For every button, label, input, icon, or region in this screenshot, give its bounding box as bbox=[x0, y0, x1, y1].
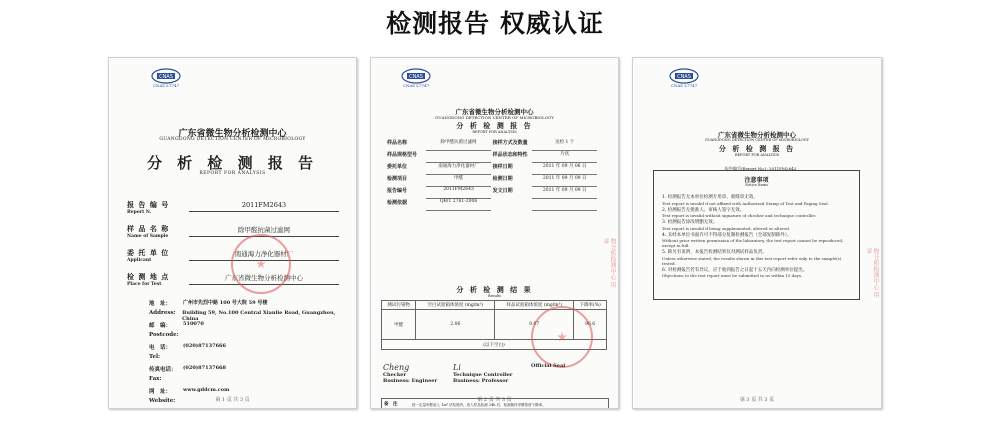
org-name: 广东省微生物分析检测中心 bbox=[455, 108, 534, 116]
signer-role: Official Seal bbox=[531, 363, 566, 369]
signer-title: Business: Professor bbox=[453, 378, 509, 384]
page-footer: 第 1 页 共 3 页 bbox=[215, 397, 250, 403]
info-label: 样品规格型号 bbox=[387, 151, 418, 158]
info-label: 检测日期 bbox=[492, 175, 513, 182]
report-number: 报告编号(Report No.): 2011FM2643 bbox=[725, 166, 797, 171]
contact-key: 传真电话： bbox=[149, 367, 177, 373]
cnas-logo-icon bbox=[401, 68, 431, 84]
report-title-en: REPORT FOR ANALYSIS bbox=[472, 130, 517, 134]
info-label: 发文日期 bbox=[492, 187, 513, 194]
notice-title-en: Notice Items bbox=[745, 183, 768, 187]
field-label: 样 品 名 称 bbox=[127, 224, 170, 233]
cnas-logo bbox=[401, 68, 431, 88]
notice-text-en: Without prior written permission of the laboratory, the test report cannot be reproduced, except in full. bbox=[662, 238, 844, 248]
table-row bbox=[385, 199, 597, 211]
results-title-en: Results bbox=[487, 294, 502, 298]
info-label: 样品状态和特性 bbox=[492, 151, 528, 158]
info-value: 送检 1 个 bbox=[532, 139, 597, 151]
address-line bbox=[149, 310, 349, 321]
table-row bbox=[385, 163, 597, 175]
report-title-en: REPORT FOR ANALYSIS bbox=[199, 171, 266, 176]
remarks-text: 按一定量甲醛溶入 1m³ 试验箱内，放入样品检测 24h 后，检测箱体甲醛浓度下降率。 bbox=[412, 403, 546, 407]
info-value: 片状 bbox=[532, 151, 597, 163]
contact-value: 510070 bbox=[183, 321, 204, 327]
info-value: 2011 年 09 月 09 日 bbox=[532, 175, 597, 187]
contact-value: (020)87137668 bbox=[183, 365, 227, 371]
info-label: 检测依据 bbox=[387, 199, 408, 206]
notice-text-en: Test report is invalid if not affixed with Authorized Stamp of Test and Paging Seal. bbox=[662, 200, 829, 206]
notice-text: 3. 检测报告涂改增删无效。 bbox=[662, 220, 718, 225]
notice-text-en: Unless otherwise stated, the results shown in this test report refer only to the sample(s) tested. bbox=[662, 255, 842, 266]
info-value: 南通海力净化器材厂 bbox=[426, 163, 490, 175]
results-title: 分 析 检 测 结 果 bbox=[456, 285, 533, 294]
sample-info-table bbox=[385, 139, 597, 211]
report-title: 分 析 检 测 报 告 bbox=[456, 121, 533, 130]
field-label-en: Place for Test bbox=[127, 282, 162, 287]
paging-seal: 物分析检测中心 用章 bbox=[865, 248, 879, 298]
info-label: 报告编号 bbox=[387, 187, 408, 194]
info-value: QB/T 2761-2006 bbox=[426, 199, 490, 211]
info-value: 2011FM2643 bbox=[426, 187, 490, 199]
notice-text: 5. 除另有说明，本报告检测结果仅对测试样品负责。 bbox=[662, 250, 767, 255]
contact-key: 地 址： bbox=[149, 301, 172, 307]
info-label: 接样日期 bbox=[492, 163, 513, 170]
contact-key: Postcode: bbox=[149, 332, 179, 338]
official-seal-stamp bbox=[531, 306, 593, 368]
contact-key: 邮 编： bbox=[149, 323, 172, 329]
field-label: 检 测 地 点 bbox=[127, 272, 170, 281]
field-label-en: Name of Sample bbox=[127, 234, 169, 239]
report-title: 分 析 检 测 报 告 bbox=[146, 154, 319, 172]
signer-checker bbox=[383, 363, 437, 384]
paging-seal: 物分析检测中心 用章 bbox=[602, 238, 616, 288]
report-title: 分 析 检 测 报 告 bbox=[718, 144, 796, 153]
notice-text-en: Test report is invalid without signature of checker and technique controller. bbox=[662, 213, 817, 218]
info-value bbox=[532, 199, 597, 211]
address-line bbox=[149, 343, 349, 354]
signer-role: Technique Controller bbox=[453, 372, 513, 378]
org-name-en: GUANGDONG DETECTION CENTER OF MICROBIOLOGY bbox=[159, 137, 306, 142]
column-header: 测试污染物 bbox=[382, 301, 416, 310]
signer-title: Business: Engineer bbox=[383, 378, 438, 384]
list-item bbox=[662, 233, 854, 249]
contact-key: Website: bbox=[149, 398, 176, 404]
column-header: 下降率(%) bbox=[574, 301, 607, 310]
list-item bbox=[662, 220, 854, 231]
info-label: 接样方式及数量 bbox=[492, 140, 528, 146]
org-name: 广东省微生物分析检测中心 bbox=[718, 131, 796, 139]
address-line bbox=[149, 299, 349, 310]
contact-block bbox=[149, 299, 349, 409]
contact-value: www.gddcm.com bbox=[183, 387, 230, 393]
list-item bbox=[662, 250, 854, 266]
info-label: 检测项目 bbox=[387, 175, 408, 182]
contact-value: 广州市先烈中路 100 号大院 59 号楼 bbox=[183, 300, 268, 306]
cnas-logo-caption: CNAS L7747 bbox=[152, 83, 180, 88]
cnas-logo-caption: CNAS L7747 bbox=[670, 83, 698, 88]
report-results-page bbox=[370, 57, 619, 409]
notice-text-en: Test report is invalid if being supplemented, altered or altered. bbox=[662, 225, 791, 231]
address-line bbox=[149, 354, 349, 365]
field-label: 报 告 编 号 bbox=[127, 200, 170, 209]
svg-text:CNAS: CNAS bbox=[159, 74, 173, 80]
info-value: 2011 年 09 月 06 日 bbox=[532, 163, 597, 175]
column-header: 空白试验箱体浓度 (mg/m³) bbox=[416, 301, 495, 310]
notice-text: 4. 未经本单位书面许可不得部分复制检测报告（全部复制除外）。 bbox=[662, 232, 792, 238]
cnas-logo bbox=[151, 68, 181, 88]
page-banner-title: 检测报告 权威认证 bbox=[386, 9, 604, 38]
svg-text:CNAS: CNAS bbox=[677, 74, 691, 80]
org-name-en: GUANGDONG DETECTION CENTER OF MICROBIOLOGY bbox=[435, 115, 554, 120]
cnas-logo-icon bbox=[151, 68, 181, 84]
list-item bbox=[662, 208, 854, 219]
notice-list bbox=[662, 195, 854, 280]
page-footer: 第 2 页 共 3 页 bbox=[477, 397, 512, 403]
remarks-label: 备 注 bbox=[384, 402, 398, 407]
list-item bbox=[662, 268, 854, 279]
signature: Cheng bbox=[383, 363, 410, 372]
address-line bbox=[149, 332, 349, 343]
notice-text: 2. 检测报告无批准人、审核人签字无效。 bbox=[662, 207, 745, 213]
signature: Li bbox=[453, 363, 461, 372]
table-cell: 甲醛 bbox=[382, 310, 416, 340]
field-value: 广东省微生物分析检测中心 bbox=[189, 273, 339, 285]
info-value: 2011 年 09 月 09 日 bbox=[532, 187, 597, 199]
notice-title: 注意事项 bbox=[744, 177, 769, 184]
report-title-en: REPORT FOR ANALYSIS bbox=[734, 153, 780, 157]
contact-key: Fax: bbox=[149, 376, 162, 382]
official-seal-stamp bbox=[231, 234, 291, 294]
notice-text-en: Objections to the test report must be submitted to us within 15 days. bbox=[662, 273, 803, 278]
info-label: 委托单位 bbox=[387, 163, 408, 170]
cnas-logo-icon bbox=[669, 68, 699, 84]
table-row bbox=[385, 139, 597, 151]
svg-text:CNAS: CNAS bbox=[409, 74, 423, 80]
report-cover-page bbox=[108, 57, 357, 409]
table-row bbox=[385, 175, 597, 187]
table-row bbox=[385, 187, 597, 199]
info-label: 样品名称 bbox=[387, 140, 408, 146]
contact-value: Building 59, No.100 Central Xianlie Road, Guangzhou, China bbox=[182, 310, 336, 322]
column-header: 样品试验箱体浓度 (mg/m³) bbox=[495, 301, 574, 310]
report-notice-page bbox=[632, 57, 882, 409]
field-value: 除甲醛抗菌过滤网 bbox=[189, 225, 339, 237]
cnas-logo-caption: CNAS L7747 bbox=[402, 83, 430, 88]
signer-role: Checker bbox=[383, 372, 407, 378]
table-cell: 0.07 bbox=[495, 310, 574, 340]
contact-key: Tel: bbox=[149, 354, 161, 360]
field-label: 委 托 单 位 bbox=[127, 248, 170, 257]
table-row bbox=[385, 151, 597, 163]
field-label-en: Report N. bbox=[127, 210, 152, 215]
table-end-note: (以下空白) bbox=[382, 340, 607, 350]
signer-official-seal bbox=[531, 363, 565, 369]
contact-key: 网 址： bbox=[149, 389, 172, 395]
info-value: 甲醛 bbox=[426, 175, 490, 187]
field-report-no bbox=[127, 200, 339, 218]
cnas-logo bbox=[669, 68, 699, 88]
info-value: 除甲醛抗菌过滤网 bbox=[426, 139, 490, 151]
notice-box bbox=[653, 170, 860, 300]
field-label-en: Applicant bbox=[127, 258, 152, 263]
table-cell: 96.6 bbox=[574, 310, 607, 340]
table-cell: 2.06 bbox=[416, 310, 495, 340]
page-footer: 第 3 页 共 3 页 bbox=[739, 397, 775, 403]
org-name-en: GUANGDONG DETECTION CENTER OF MICROBIOLOGY bbox=[705, 138, 809, 142]
contact-value: (020)87137666 bbox=[183, 343, 227, 349]
notice-text: 6. 对检测报告若有异议，应于收到报告之日起十五天内向检测单位提出。 bbox=[662, 267, 808, 273]
contact-key: 电 话： bbox=[149, 345, 172, 351]
field-value: 2011FM2643 bbox=[189, 201, 339, 212]
field-value: 南通海力净化器材厂 bbox=[189, 249, 339, 261]
info-label bbox=[491, 199, 533, 211]
org-name: 广东省微生物分析检测中心 bbox=[178, 129, 287, 139]
field-sample-name bbox=[127, 224, 339, 242]
address-line bbox=[149, 321, 349, 332]
address-line bbox=[149, 376, 349, 387]
address-line bbox=[149, 365, 349, 376]
signer-technique-controller bbox=[453, 363, 512, 384]
info-value bbox=[426, 151, 490, 163]
contact-key: Address: bbox=[149, 310, 176, 316]
notice-text: 1. 检测报告无本单位检测专用章、骑缝章无效。 bbox=[662, 195, 758, 200]
list-item bbox=[662, 195, 854, 206]
